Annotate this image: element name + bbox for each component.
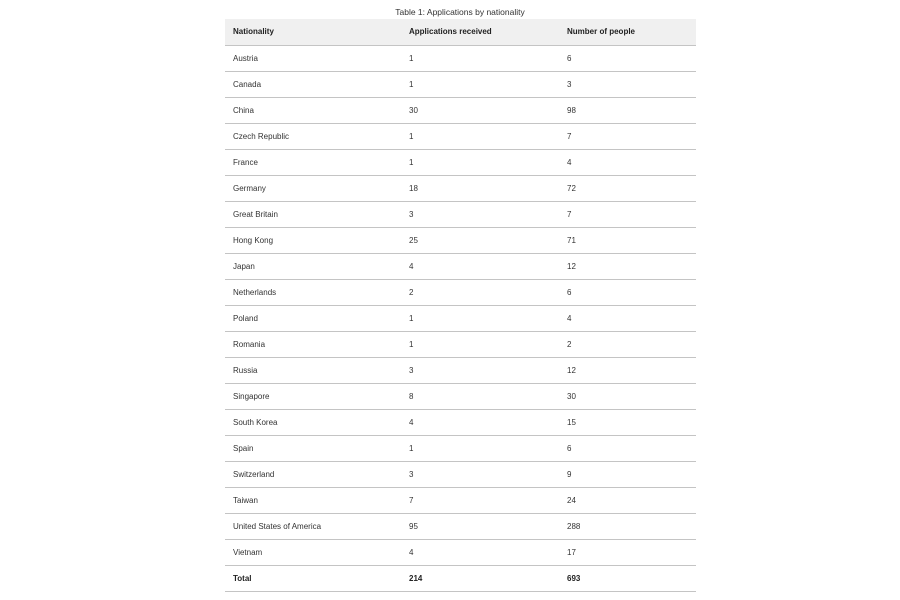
cell-applications-received: 25 (401, 227, 559, 253)
table-row (225, 253, 696, 279)
cell-nationality: Canada (225, 71, 401, 97)
cell-nationality: Great Britain (225, 201, 401, 227)
table-row (225, 71, 696, 97)
table-row (225, 227, 696, 253)
cell-number-of-people: 72 (559, 175, 696, 201)
cell-nationality: Hong Kong (225, 227, 401, 253)
table-row (225, 97, 696, 123)
cell-number-of-people: 12 (559, 357, 696, 383)
cell-nationality: Netherlands (225, 279, 401, 305)
cell-nationality: Switzerland (225, 461, 401, 487)
table-row (225, 331, 696, 357)
cell-applications-received: 1 (401, 71, 559, 97)
table-row (225, 149, 696, 175)
cell-applications-received: 2 (401, 279, 559, 305)
cell-applications-received: 4 (401, 253, 559, 279)
total-row (225, 565, 696, 591)
cell-number-of-people: 17 (559, 539, 696, 565)
table-row (225, 357, 696, 383)
cell-nationality: China (225, 97, 401, 123)
cell-nationality: Japan (225, 253, 401, 279)
table-row (225, 513, 696, 539)
table-row (225, 201, 696, 227)
table-row (225, 305, 696, 331)
cell-applications-received: 3 (401, 201, 559, 227)
table-row (225, 409, 696, 435)
cell-number-of-people: 6 (559, 45, 696, 71)
cell-number-of-people: 7 (559, 201, 696, 227)
total-label: Total (225, 565, 401, 591)
cell-nationality: Spain (225, 435, 401, 461)
cell-applications-received: 7 (401, 487, 559, 513)
table-row (225, 539, 696, 565)
cell-nationality: Austria (225, 45, 401, 71)
cell-number-of-people: 7 (559, 123, 696, 149)
cell-applications-received: 3 (401, 461, 559, 487)
cell-applications-received: 1 (401, 45, 559, 71)
cell-applications-received: 1 (401, 123, 559, 149)
cell-number-of-people: 288 (559, 513, 696, 539)
cell-nationality: France (225, 149, 401, 175)
cell-nationality: Vietnam (225, 539, 401, 565)
cell-applications-received: 4 (401, 539, 559, 565)
cell-applications-received: 30 (401, 97, 559, 123)
cell-applications-received: 1 (401, 149, 559, 175)
cell-number-of-people: 4 (559, 305, 696, 331)
table-row (225, 435, 696, 461)
cell-number-of-people: 12 (559, 253, 696, 279)
total-applications-received: 214 (401, 565, 559, 591)
table-header (225, 19, 696, 45)
cell-applications-received: 95 (401, 513, 559, 539)
cell-number-of-people: 15 (559, 409, 696, 435)
table-body (225, 45, 696, 591)
cell-nationality: Poland (225, 305, 401, 331)
cell-number-of-people: 4 (559, 149, 696, 175)
cell-number-of-people: 3 (559, 71, 696, 97)
cell-number-of-people: 30 (559, 383, 696, 409)
cell-number-of-people: 6 (559, 435, 696, 461)
cell-nationality: Czech Republic (225, 123, 401, 149)
table-row (225, 279, 696, 305)
cell-number-of-people: 2 (559, 331, 696, 357)
column-header-number-of-people: Number of people (559, 19, 696, 45)
cell-nationality: Russia (225, 357, 401, 383)
total-number-of-people: 693 (559, 565, 696, 591)
cell-number-of-people: 6 (559, 279, 696, 305)
cell-nationality: Romania (225, 331, 401, 357)
cell-nationality: South Korea (225, 409, 401, 435)
table-row (225, 175, 696, 201)
cell-applications-received: 4 (401, 409, 559, 435)
applications-table (225, 19, 696, 592)
cell-applications-received: 1 (401, 435, 559, 461)
cell-applications-received: 1 (401, 331, 559, 357)
cell-number-of-people: 98 (559, 97, 696, 123)
cell-nationality: Taiwan (225, 487, 401, 513)
header-row (225, 19, 696, 45)
cell-applications-received: 3 (401, 357, 559, 383)
table-row (225, 45, 696, 71)
cell-nationality: United States of America (225, 513, 401, 539)
cell-applications-received: 18 (401, 175, 559, 201)
column-header-nationality: Nationality (225, 19, 401, 45)
column-header-applications-received: Applications received (401, 19, 559, 45)
cell-applications-received: 8 (401, 383, 559, 409)
table-caption: Table 1: Applications by nationality (395, 7, 525, 17)
cell-applications-received: 1 (401, 305, 559, 331)
table-row (225, 461, 696, 487)
table-row (225, 383, 696, 409)
cell-number-of-people: 24 (559, 487, 696, 513)
table-row (225, 123, 696, 149)
cell-nationality: Germany (225, 175, 401, 201)
cell-number-of-people: 9 (559, 461, 696, 487)
cell-nationality: Singapore (225, 383, 401, 409)
table-row (225, 487, 696, 513)
cell-number-of-people: 71 (559, 227, 696, 253)
